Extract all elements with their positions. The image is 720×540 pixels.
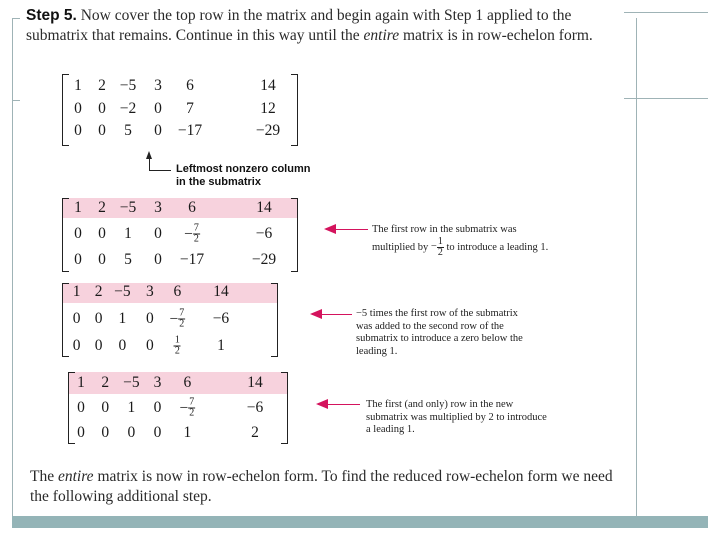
matrix-entry: 0: [98, 225, 106, 242]
left-bracket: [62, 74, 69, 146]
matrix-entry: 12: [260, 100, 276, 117]
note-1-line1: The first row in the submatrix was: [372, 224, 517, 235]
left-bracket: [68, 372, 75, 444]
matrix-entry: −5: [123, 374, 140, 391]
note-2: [356, 308, 523, 358]
column-arrow-foot: [149, 170, 171, 171]
conclusion-post: matrix is now in row-echelon form. To find the reduced row-echelon form we need the following additional step.: [30, 468, 613, 505]
matrix-entry: 1: [217, 337, 225, 354]
matrix-entry: 0: [94, 337, 103, 354]
step-5-paragraph: [26, 6, 626, 45]
column-note-line2: in the submatrix: [176, 176, 261, 188]
matrix-entry: 3: [153, 374, 162, 391]
matrix-entry: 0: [154, 225, 162, 242]
note-2-line1: −5 times the first row of the submatrix: [356, 308, 518, 319]
note-2-line3: submatrix to introduce a zero below the: [356, 333, 523, 344]
matrix-entry: 0: [77, 399, 85, 416]
step-text-emph: entire: [363, 26, 400, 44]
matrix-entry: 0: [74, 225, 82, 242]
matrix-3: [62, 283, 278, 357]
matrix-4: [68, 372, 288, 444]
column-arrow-stem: [149, 158, 150, 170]
matrix-entry: 0: [101, 424, 110, 441]
note-3-line2: submatrix was multiplied by 2 to introduce: [366, 411, 547, 423]
matrix-entry: 2: [98, 77, 106, 94]
matrix-entry: 3: [154, 77, 162, 94]
matrix-2: [62, 198, 298, 272]
matrix-entry: 6: [173, 283, 182, 300]
matrix-entry: 0: [98, 122, 106, 139]
matrix-entry: −5: [114, 283, 131, 300]
matrix-entry: 0: [153, 399, 162, 416]
matrix-entry: 14: [260, 77, 276, 94]
matrix-entry: 0: [98, 251, 106, 268]
matrix-entry: 0: [72, 337, 81, 354]
matrix-1: [62, 74, 298, 146]
matrix-entry: 0: [74, 251, 82, 268]
note-arrow-1: [326, 229, 368, 230]
matrix-entry: 2: [98, 199, 106, 216]
matrix-entry: 0: [118, 337, 127, 354]
matrix-entry: 1: [74, 77, 82, 94]
matrix-entry: 3: [154, 199, 162, 216]
matrix-entry: 0: [154, 251, 162, 268]
matrix-entry: 0: [77, 424, 85, 441]
matrix-entry: 2: [251, 424, 259, 441]
left-bracket: [62, 283, 69, 357]
matrix-entry: 0: [154, 100, 162, 117]
conclusion-paragraph: [30, 467, 630, 506]
matrix-entry: 1: [183, 424, 192, 441]
matrix-entry: 1 2: [174, 334, 180, 357]
conclusion-pre: The: [30, 468, 58, 485]
step-label: Step 5.: [26, 7, 77, 24]
matrix-entry: 14: [256, 199, 272, 216]
matrix-entry: −6: [255, 225, 273, 242]
matrix-entry: 0: [154, 122, 162, 139]
matrix-entry: 1: [118, 310, 127, 327]
matrix-entry: −5: [119, 77, 137, 94]
matrix-entry: −17: [179, 251, 205, 268]
matrix-entry: 6: [186, 77, 194, 94]
right-bracket: [271, 283, 278, 357]
matrix-entry: 1: [124, 225, 132, 242]
right-bracket: [291, 74, 298, 146]
note-arrow-3: [318, 404, 360, 405]
matrix-entry: 0: [101, 399, 110, 416]
matrix-entry: −29: [251, 251, 277, 268]
matrix-entry: 0: [72, 310, 81, 327]
note-arrow-2: [312, 314, 352, 315]
right-bracket: [291, 198, 298, 272]
note-1: [372, 224, 548, 258]
note-3-line3: a leading 1.: [366, 424, 415, 435]
frame-mid-left-tick: [12, 100, 20, 101]
matrix-entry: 14: [247, 374, 263, 391]
step-text-1: Now cover the top row in the matrix and begin again with Step 1 applied to the submatrix that remains. Continue in this way until the: [26, 7, 572, 44]
matrix-entry: 14: [213, 283, 229, 300]
matrix-entry: −6: [212, 310, 230, 327]
note-3-line1: The first (and only) row in the new: [366, 399, 514, 410]
matrix-entry: 0: [145, 310, 154, 327]
column-note-line1: Leftmost nonzero column: [176, 163, 311, 175]
matrix-entry: 7: [186, 100, 194, 117]
matrix-entry: − 7 2: [169, 307, 185, 330]
column-note: [176, 163, 310, 189]
frame-top-left-tick: [12, 18, 20, 19]
matrix-entry: 0: [74, 100, 82, 117]
frame-right-line: [636, 18, 637, 516]
matrix-entry: 0: [74, 122, 82, 139]
frame-top-right-line: [624, 12, 708, 13]
matrix-entry: 6: [183, 374, 192, 391]
matrix-entry: −6: [246, 399, 264, 416]
matrix-entry: 0: [145, 337, 154, 354]
matrix-entry: 1: [127, 399, 136, 416]
left-bracket: [62, 198, 69, 272]
matrix-entry: 0: [153, 424, 162, 441]
matrix-entry: − 7 2: [184, 222, 199, 245]
note-2-line2: was added to the second row of the: [356, 320, 504, 332]
matrix-entry: 1: [72, 283, 81, 300]
matrix-entry: 5: [124, 122, 132, 139]
conclusion-emph: entire: [57, 468, 94, 485]
note-3: [366, 399, 547, 437]
matrix-entry: 6: [188, 199, 196, 216]
step-text-2: matrix is in row-echelon form.: [399, 26, 593, 44]
matrix-entry: 2: [94, 283, 103, 300]
matrix-entry: − 7 2: [179, 396, 195, 419]
right-bracket: [281, 372, 288, 444]
note-2-line4: leading 1.: [356, 345, 398, 357]
matrix-entry: −2: [119, 100, 137, 117]
matrix-entry: 3: [145, 283, 154, 300]
frame-left-line: [12, 18, 13, 523]
matrix-entry: 1: [77, 374, 85, 391]
matrix-entry: 0: [127, 424, 136, 441]
matrix-entry: −5: [119, 199, 137, 216]
matrix-entry: −29: [255, 122, 281, 139]
matrix-entry: 0: [98, 100, 106, 117]
note-1-line2: multiplied by − 1 2 to introduce a leading 1.: [372, 235, 549, 258]
matrix-entry: 1: [74, 199, 82, 216]
matrix-entry: 5: [124, 251, 132, 268]
matrix-entry: 2: [101, 374, 110, 391]
bottom-bar: [12, 516, 708, 528]
matrix-entry: −17: [177, 122, 203, 139]
matrix-entry: 0: [94, 310, 103, 327]
